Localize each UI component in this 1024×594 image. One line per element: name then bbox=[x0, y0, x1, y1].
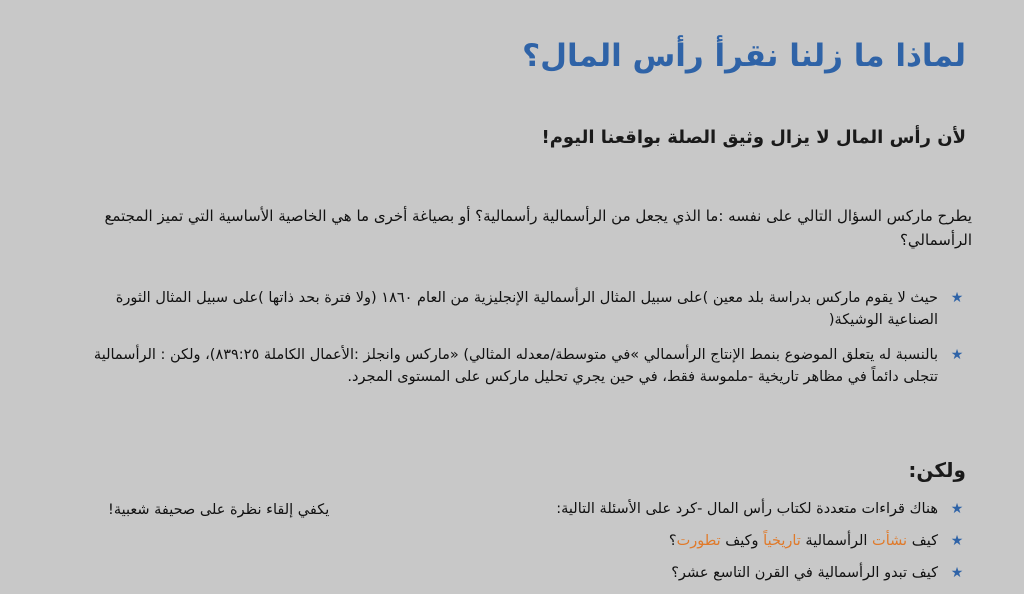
section-heading: ولكن: bbox=[908, 458, 966, 482]
list-item bbox=[546, 530, 966, 552]
question-list bbox=[546, 498, 966, 594]
slide-title: لماذا ما زلنا نقرأ رأس المال؟ bbox=[522, 38, 966, 74]
list-item bbox=[546, 562, 966, 584]
star-bullet-icon: ★ bbox=[950, 347, 964, 363]
bullet-list bbox=[86, 287, 966, 401]
highlight-word: نشأت bbox=[872, 533, 908, 549]
question-text-part: ؟ bbox=[668, 533, 677, 549]
star-bullet-icon: ★ bbox=[950, 565, 964, 581]
question-text-part: كيف bbox=[907, 533, 938, 549]
highlight-word: تاريخياً bbox=[763, 533, 801, 549]
list-item bbox=[546, 498, 966, 520]
intro-paragraph: يطرح ماركس السؤال التالي على نفسه :ما الذي يجعل من الرأسمالية رأسمالية؟ أو بصياغة أخرى ما هي الخاصية الأساسية التي تميز المجتمع الرأسمالي؟ bbox=[104, 207, 972, 249]
bullet-text: بالنسبة له يتعلق الموضوع بنمط الإنتاج الرأسمالي »في متوسطة/معدله المثالي) «ماركس وانجلز :الأعمال الكاملة ٨٣٩:٢٥)، ولكن : الرأسمالية تتجلى دائماً في مظاهر تاريخية -ملموسة فقط، في حين يجري تحليل ماركس على المستوى المجرد. bbox=[93, 347, 938, 385]
question-text-part: الرأسمالية bbox=[800, 533, 873, 549]
highlight-word: تطورت bbox=[676, 533, 721, 549]
list-item bbox=[86, 344, 966, 388]
question-text-part: وكيف bbox=[720, 533, 764, 549]
star-bullet-icon: ★ bbox=[950, 290, 964, 306]
side-note: يكفي إلقاء نظرة على صحيفة شعبية! bbox=[108, 502, 330, 518]
question-text: هناك قراءات متعددة لكتاب رأس المال -كرد على الأسئلة التالية: bbox=[556, 501, 938, 517]
star-bullet-icon: ★ bbox=[950, 501, 964, 517]
bullet-text: حيث لا يقوم ماركس بدراسة بلد معين )على سبيل المثال الرأسمالية الإنجليزية من العام ١٨٦٠ (ولا فترة بحد ذاتها )على سبيل المثال الثورة الصناعية الوشيكة( bbox=[115, 290, 938, 328]
question-text: كيف تبدو الرأسمالية في القرن التاسع عشر؟ bbox=[671, 565, 938, 581]
star-bullet-icon: ★ bbox=[950, 533, 964, 549]
list-item bbox=[86, 287, 966, 331]
slide-subtitle: لأن رأس المال لا يزال وثيق الصلة بواقعنا اليوم! bbox=[541, 127, 966, 148]
